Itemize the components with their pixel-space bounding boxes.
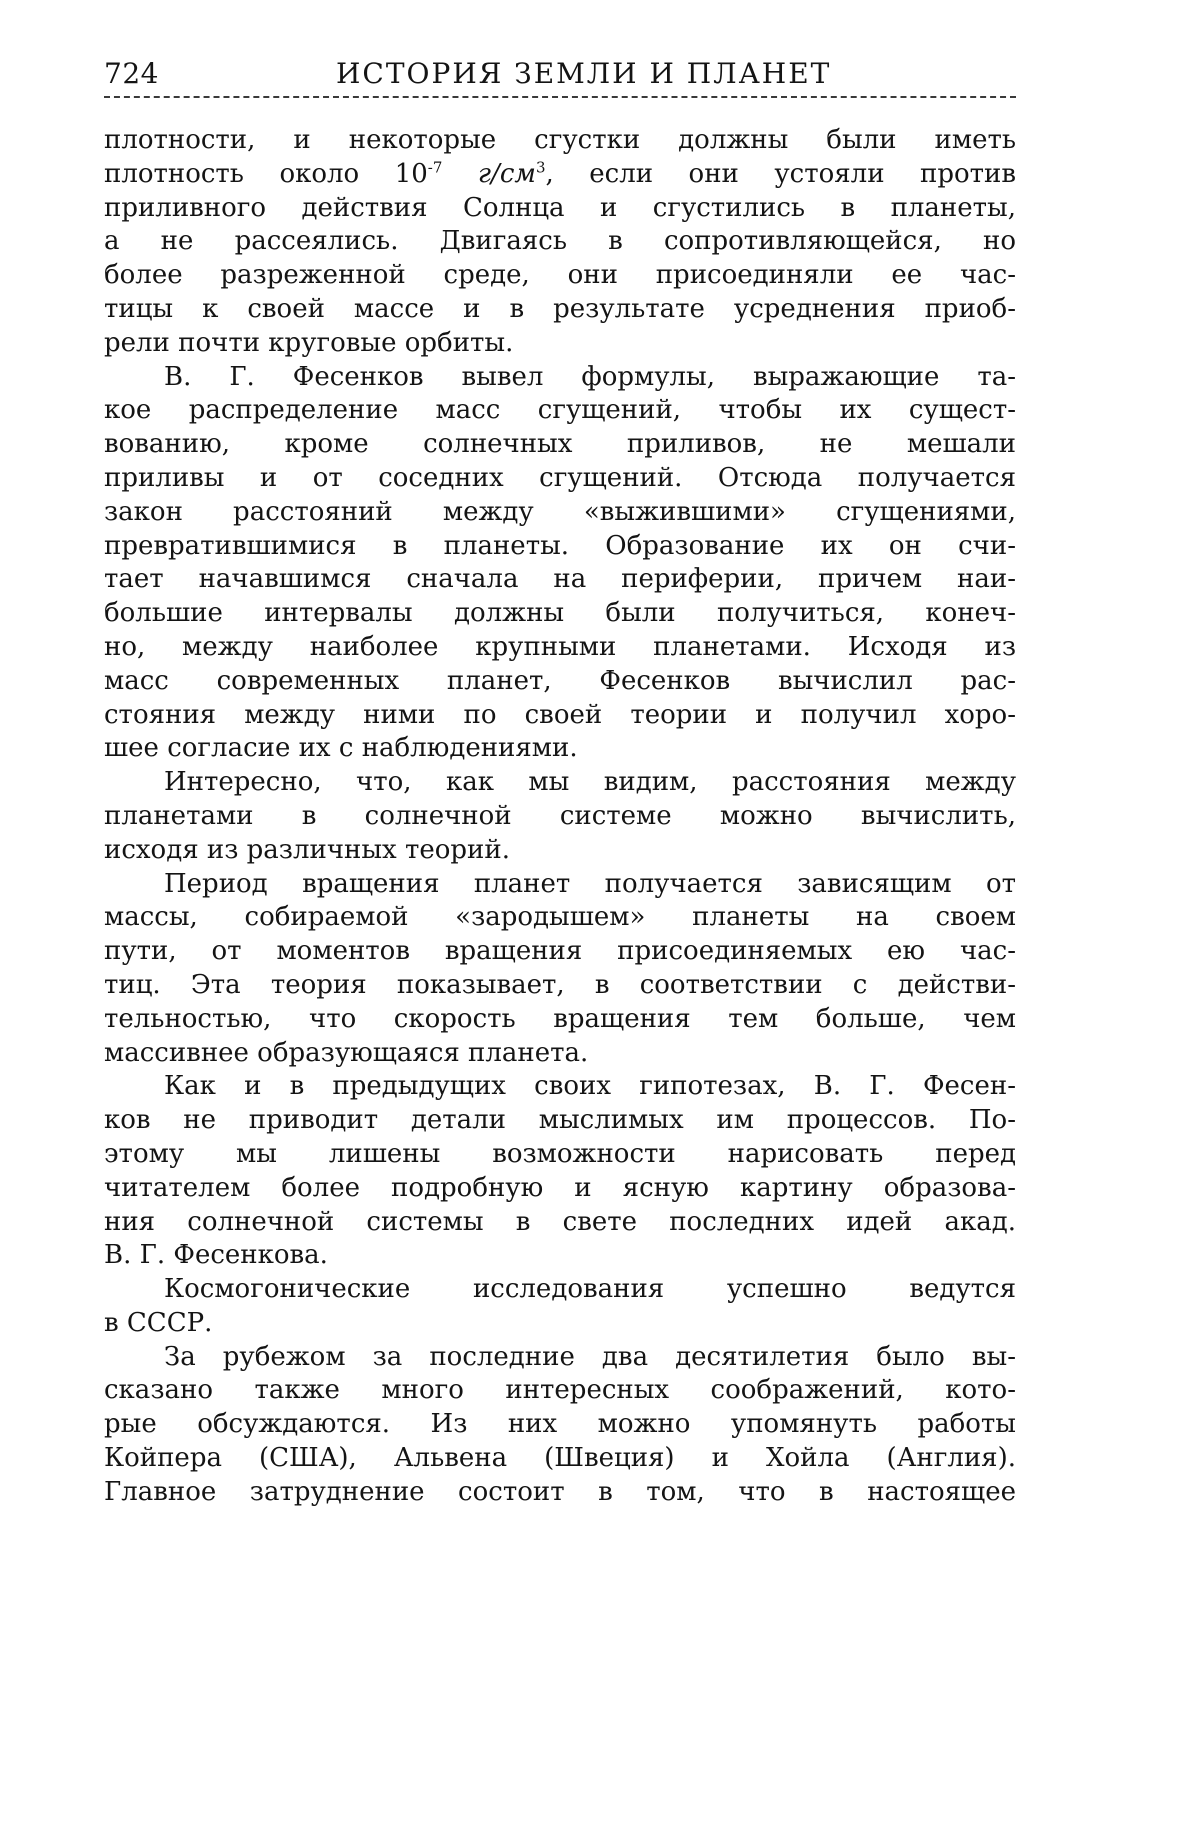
exponent: -7: [427, 158, 443, 177]
text-line: Главное затруднение состоит в том, что в настоящее: [104, 1476, 1016, 1507]
text-line: В. Г. Фесенков вывел формулы, выражающие та-: [164, 361, 1016, 392]
text-line: ния солнечной системы в свете последних идей акад.: [104, 1206, 1016, 1237]
text-line: Космогонические исследования успешно ведутся: [164, 1274, 1016, 1305]
text-line: массы, собираемой «зародышем» планеты на своем: [104, 902, 1016, 933]
text-line: вованию, кроме солнечных приливов, не мешали: [104, 429, 1016, 460]
text-line: более разреженной среде, они присоединяли ее час-: [104, 260, 1016, 291]
text-line: исходя из различных теорий.: [104, 834, 510, 865]
text-line: но, между наиболее крупными планетами. Исходя из: [104, 631, 1016, 662]
text-line: этому мы лишены возможности нарисовать перед: [104, 1138, 1016, 1169]
text-line: Интересно, что, как мы видим, расстояния между: [164, 767, 1016, 798]
text-line: кое распределение масс сгущений, чтобы их сущест-: [104, 395, 1016, 426]
text-line: Как и в предыдущих своих гипотезах, В. Г. Фесен-: [164, 1071, 1016, 1102]
text-fragment: плотность около 10: [104, 158, 428, 189]
text-line: пути, от моментов вращения присоединяемых ею час-: [104, 936, 1016, 967]
text-line: Период вращения планет получается зависящим от: [164, 868, 1016, 899]
text-line: приливного действия Солнца и сгустились в планеты,: [104, 192, 1016, 223]
text-line: большие интервалы должны были получиться, конеч-: [104, 598, 1016, 629]
text-line: тицы к своей массе и в результате усреднения приоб-: [104, 293, 1016, 324]
running-title: ИСТОРИЯ ЗЕМЛИ И ПЛАНЕТ: [336, 57, 832, 90]
page-number: 724: [104, 57, 159, 90]
text-line: тает начавшимся сначала на периферии, причем наи-: [104, 564, 1016, 595]
paragraph-5: [104, 1070, 1016, 1273]
paragraph-7: [104, 1341, 1016, 1510]
text-line: стояния между ними по своей теории и получил хоро-: [104, 699, 1016, 730]
paragraph-2: [104, 361, 1016, 767]
text-line: Койпера (США), Альвена (Швеция) и Хойла (Англия).: [104, 1443, 1016, 1474]
text-line: ков не приводит детали мыслимых им процессов. По-: [104, 1105, 1016, 1136]
text-line: тельностью, что скорость вращения тем больше, чем: [104, 1003, 1016, 1034]
exponent: 3: [535, 158, 546, 177]
text-line: [104, 158, 1016, 192]
text-line: В. Г. Фесенкова.: [104, 1240, 328, 1271]
text-line: планетами в солнечной системе можно вычислить,: [104, 800, 1016, 831]
text-line: приливы и от соседних сгущений. Отсюда получается: [104, 462, 1016, 493]
text-line: рели почти круговые орбиты.: [104, 327, 514, 358]
text-line: массивнее образующаяся планета.: [104, 1037, 589, 1068]
text-body: [104, 124, 1016, 1510]
text-line: читателем более подробную и ясную картину образова-: [104, 1172, 1016, 1203]
text-line: шее согласие их с наблюдениями.: [104, 733, 578, 764]
text-line: плотности, и некоторые сгустки должны были иметь: [104, 125, 1016, 155]
text-fragment: , если они устояли против: [545, 158, 1016, 189]
text-line: тиц. Эта теория показывает, в соответствии с действи-: [104, 969, 1016, 1000]
text-line: закон расстояний между «выжившими» сгущениями,: [104, 496, 1016, 527]
text-line: сказано также много интересных соображений, кото-: [104, 1375, 1016, 1406]
unit: г/см: [477, 158, 536, 189]
text-line: в СССР.: [104, 1307, 213, 1338]
header-rule: [104, 96, 1016, 98]
text-line: превратившимися в планеты. Образование их он счи-: [104, 530, 1016, 561]
paragraph-4: [104, 868, 1016, 1071]
text-line: рые обсуждаются. Из них можно упомянуть работы: [104, 1409, 1016, 1440]
text-line: масс современных планет, Фесенков вычислил рас-: [104, 665, 1016, 696]
running-head: [104, 54, 1016, 100]
paragraph-3: [104, 766, 1016, 867]
paragraph-1: [104, 124, 1016, 361]
text-line: а не рассеялись. Двигаясь в сопротивляющейся, но: [104, 226, 1016, 257]
text-line: За рубежом за последние два десятилетия было вы-: [164, 1341, 1016, 1372]
paragraph-6: [104, 1273, 1016, 1341]
